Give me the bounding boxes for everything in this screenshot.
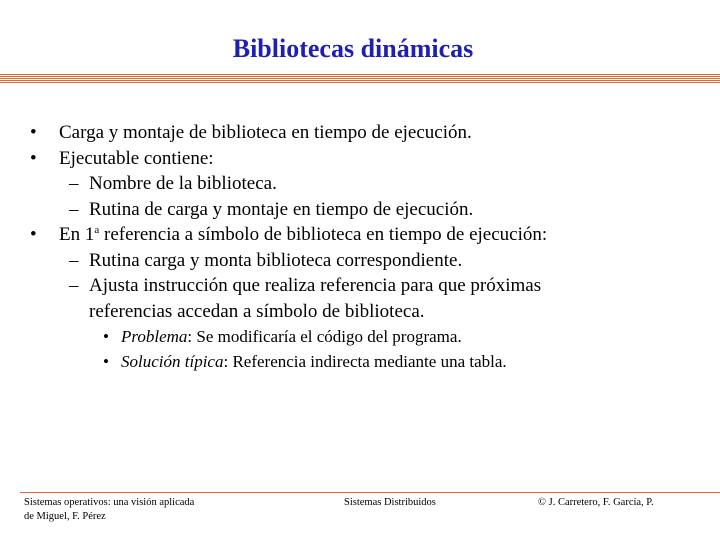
sub-bullet-item bbox=[0, 248, 720, 274]
bullet-item bbox=[0, 120, 720, 146]
bullet-marker: • bbox=[30, 122, 37, 143]
sub-bullet-item bbox=[0, 273, 720, 299]
dash-marker: – bbox=[69, 198, 79, 220]
footer-book-title: Sistemas operativos: una visión aplicada bbox=[24, 497, 195, 508]
bullet-marker: • bbox=[30, 224, 37, 245]
sub-bullet-text: Ajusta instrucción que realiza referencia para que próximas bbox=[89, 275, 542, 296]
sub-bullet-text: Rutina carga y monta biblioteca correspondiente. bbox=[89, 249, 463, 271]
footer-copyright: © J. Carretero, F. García, P. bbox=[538, 497, 654, 508]
sub-bullet-item bbox=[0, 197, 720, 223]
sub-bullet-text: Nombre de la biblioteca. bbox=[89, 173, 277, 194]
solution-label: Solución típica bbox=[121, 352, 224, 371]
slide-body bbox=[0, 120, 720, 374]
sub-bullet-item bbox=[0, 171, 720, 197]
bullet-text-start: En 1 bbox=[59, 224, 95, 245]
sub-bullet-text: referencias accedan a símbolo de biblioteca. bbox=[89, 300, 425, 322]
bullet-marker: • bbox=[30, 147, 37, 169]
bullet-item bbox=[0, 222, 720, 248]
sub-bullet-text: Rutina de carga y montaje en tiempo de ejecución. bbox=[89, 198, 474, 220]
sub-sub-bullet-item bbox=[0, 324, 720, 349]
solution-text: : Referencia indirecta mediante una tabla. bbox=[223, 352, 507, 371]
footer-divider bbox=[20, 492, 720, 493]
ordinal-superscript: a bbox=[94, 224, 100, 236]
title-divider bbox=[0, 74, 720, 84]
problem-text: : Se modificaría el código del programa. bbox=[187, 327, 462, 346]
slide-title: Bibliotecas dinámicas bbox=[232, 34, 474, 63]
small-bullet-marker: • bbox=[103, 352, 109, 371]
footer-book-credit bbox=[24, 496, 194, 524]
bullet-text: Carga y montaje de biblioteca en tiempo de ejecución. bbox=[59, 122, 472, 143]
footer-course-name: Sistemas Distribuidos bbox=[344, 497, 436, 508]
dash-marker: – bbox=[69, 249, 79, 271]
bullet-item bbox=[0, 146, 720, 172]
dash-marker: – bbox=[69, 275, 79, 296]
bullet-text-end: referencia a símbolo de biblioteca en tiempo de ejecución: bbox=[99, 224, 548, 245]
footer-book-authors: de Miguel, F. Pérez bbox=[24, 511, 106, 522]
sub-bullet-continuation bbox=[0, 299, 720, 325]
bullet-text: Ejecutable contiene: bbox=[59, 147, 214, 169]
dash-marker: – bbox=[69, 173, 79, 194]
problem-label: Problema bbox=[121, 327, 188, 346]
small-bullet-marker: • bbox=[103, 327, 109, 346]
sub-sub-bullet-item bbox=[0, 349, 720, 374]
